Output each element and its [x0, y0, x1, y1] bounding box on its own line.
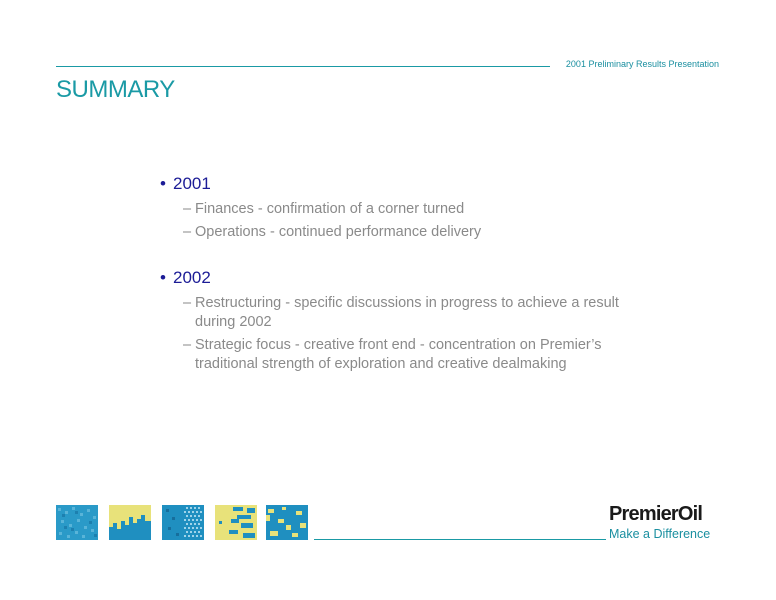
sub-item-text: Operations - continued performance delivery [195, 224, 482, 240]
pixel-pattern-tile-2 [109, 505, 151, 540]
summary-content [160, 174, 620, 378]
bullet-2001 [160, 174, 620, 194]
sub-item-text: Finances - confirmation of a corner turned [195, 201, 465, 217]
bullet-2002 [160, 268, 620, 288]
header-rule [56, 66, 550, 67]
sub-item-strategic-focus [160, 336, 620, 374]
dash-marker: – [183, 201, 192, 217]
bullet-dot: • [160, 174, 166, 193]
dash-marker: – [183, 224, 192, 240]
premier-oil-logo: PremierOil [609, 503, 703, 525]
bullet-year: 2001 [173, 174, 211, 193]
dash-marker: – [183, 295, 192, 311]
pixel-pattern-tile-3 [162, 505, 204, 540]
slide-title: SUMMARY [56, 76, 175, 103]
sub-item-finances [160, 200, 620, 219]
dash-marker: – [183, 337, 192, 353]
section-gap [160, 246, 620, 268]
presentation-caption: 2001 Preliminary Results Presentation [565, 59, 719, 69]
sub-item-operations [160, 223, 620, 242]
decorative-tile-strip [56, 505, 308, 540]
logo-tagline: Make a Difference [609, 527, 711, 541]
sub-item-text: Strategic focus - creative front end - concentration on Premier’s traditional strength of exploration and creative dealmaking [195, 337, 602, 372]
bullet-dot: • [160, 268, 166, 287]
footer-rule [314, 539, 606, 540]
pixel-pattern-tile-5 [266, 505, 308, 540]
sub-item-text: Restructuring - specific discussions in progress to achieve a result during 2002 [195, 295, 619, 330]
pixel-pattern-tile-1 [56, 505, 98, 540]
bullet-year: 2002 [173, 268, 211, 287]
sub-item-restructuring [160, 294, 620, 332]
pixel-pattern-tile-4 [215, 505, 257, 540]
